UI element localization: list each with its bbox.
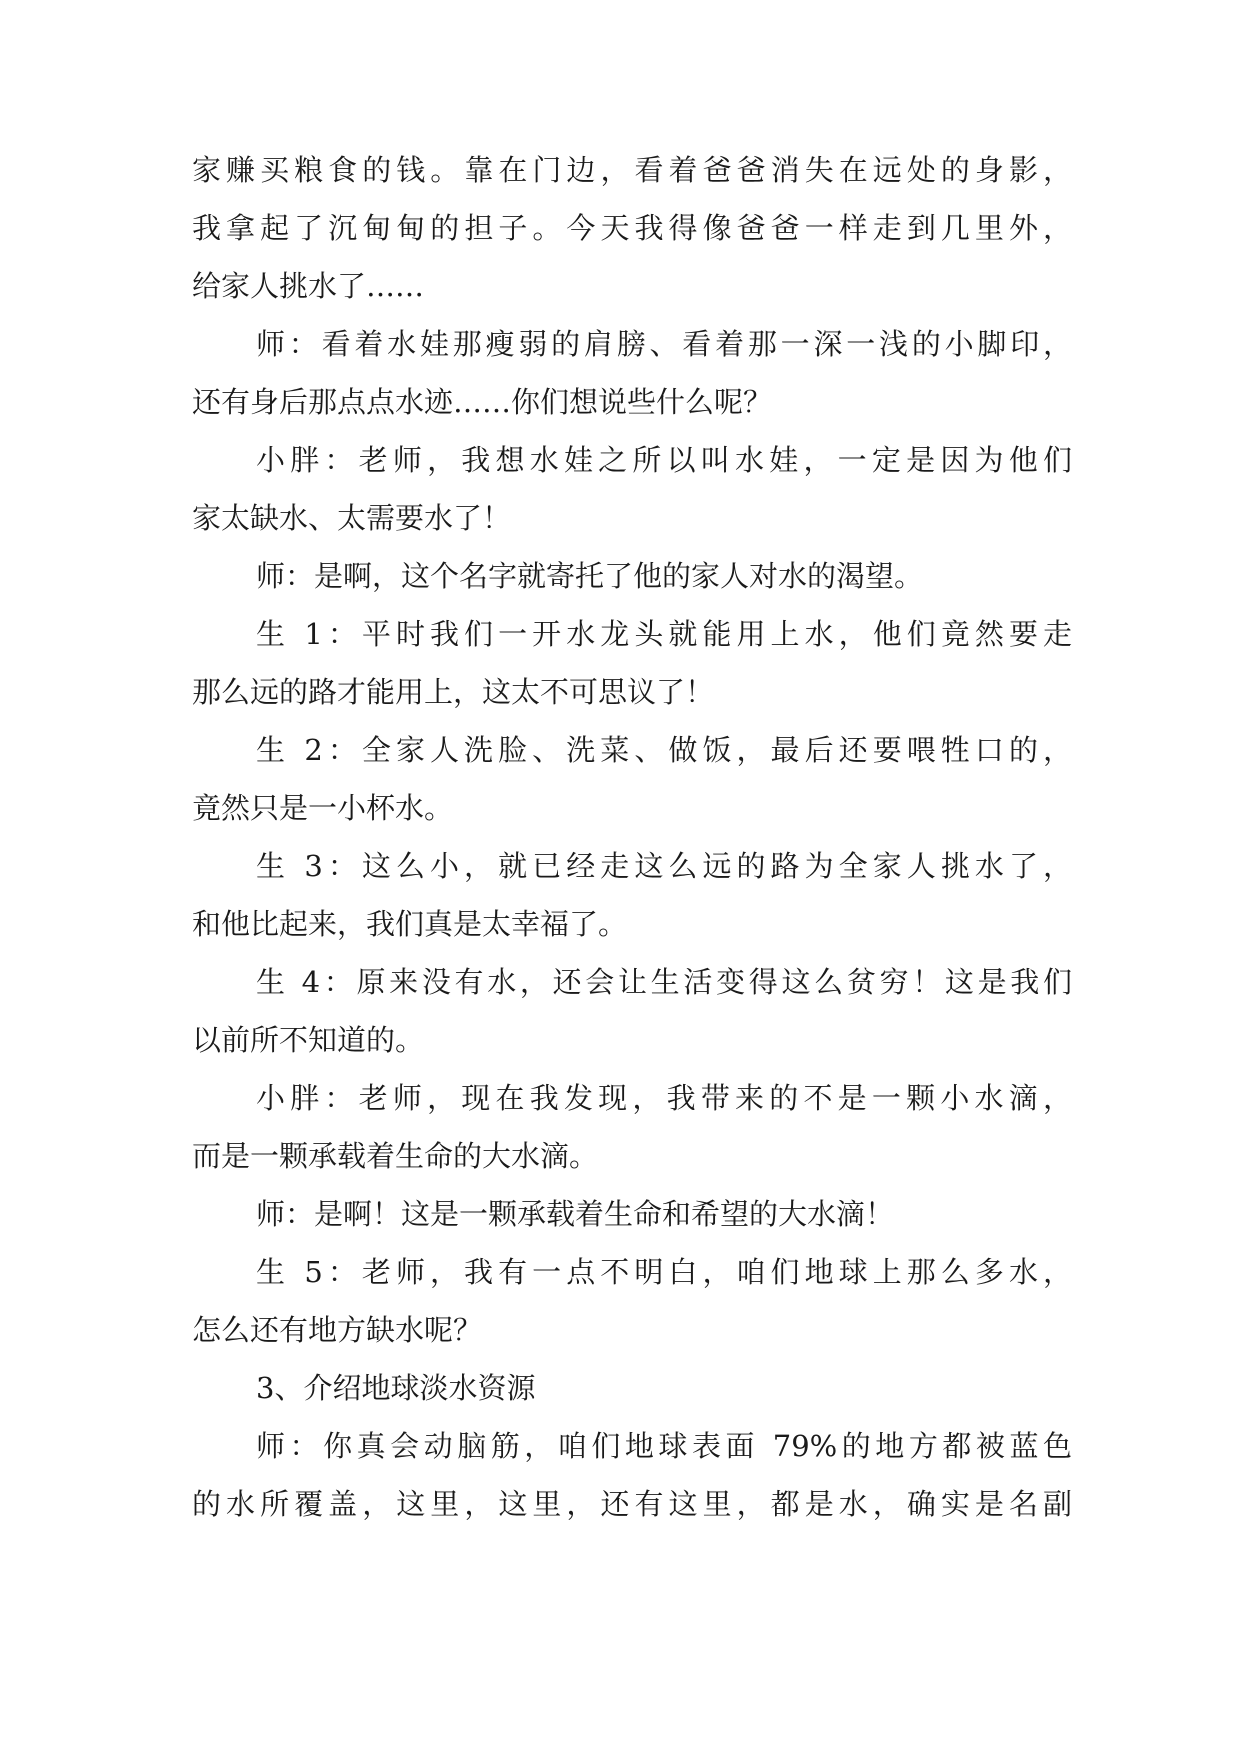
text-line: 生 4：原来没有水，还会让生活变得这么贫穷！这是我们 (256, 965, 1072, 999)
text-line: 还有身后那点点水迹……你们想说些什么呢？ (192, 385, 773, 419)
text-line: 我拿起了沉甸甸的担子。今天我得像爸爸一样走到几里外， (192, 211, 1072, 245)
text-line: 生 1：平时我们一开水龙头就能用上水，他们竟然要走 (256, 617, 1072, 651)
text-line: 而是一颗承载着生命的大水滴。 (192, 1139, 599, 1173)
text-line: 师：是啊，这个名字就寄托了他的家人对水的渴望。 (256, 559, 924, 593)
text-line: 生 5：老师，我有一点不明白，咱们地球上那么多水， (256, 1255, 1072, 1289)
text-line: 家赚买粮食的钱。靠在门边，看着爸爸消失在远处的身影， (192, 153, 1072, 187)
text-line: 怎么还有地方缺水呢？ (192, 1313, 483, 1347)
text-line: 生 2：全家人洗脸、洗菜、做饭，最后还要喂牲口的， (256, 733, 1072, 767)
text-line: 生 3：这么小，就已经走这么远的路为全家人挑水了， (256, 849, 1072, 883)
text-line: 的水所覆盖，这里，这里，还有这里，都是水，确实是名副 (192, 1487, 1072, 1521)
text-line: 和他比起来，我们真是太幸福了。 (192, 907, 628, 941)
text-line: 给家人挑水了…… (192, 269, 425, 303)
text-line: 小胖：老师，我想水娃之所以叫水娃，一定是因为他们 (256, 443, 1072, 477)
text-line: 竟然只是一小杯水。 (192, 791, 454, 825)
text-line: 师：是啊！这是一颗承载着生命和希望的大水滴！ (256, 1197, 895, 1231)
section-heading: 3、介绍地球淡水资源 (256, 1371, 536, 1405)
text-line: 家太缺水、太需要水了！ (192, 501, 512, 535)
text-line: 小胖：老师，现在我发现，我带来的不是一颗小水滴， (256, 1081, 1072, 1115)
text-line: 师：你真会动脑筋，咱们地球表面 79%的地方都被蓝色 (256, 1429, 1072, 1463)
text-line: 那么远的路才能用上，这太不可思议了！ (192, 675, 715, 709)
text-line: 以前所不知道的。 (192, 1023, 425, 1057)
text-line: 师：看着水娃那瘦弱的肩膀、看着那一深一浅的小脚印， (256, 327, 1072, 361)
